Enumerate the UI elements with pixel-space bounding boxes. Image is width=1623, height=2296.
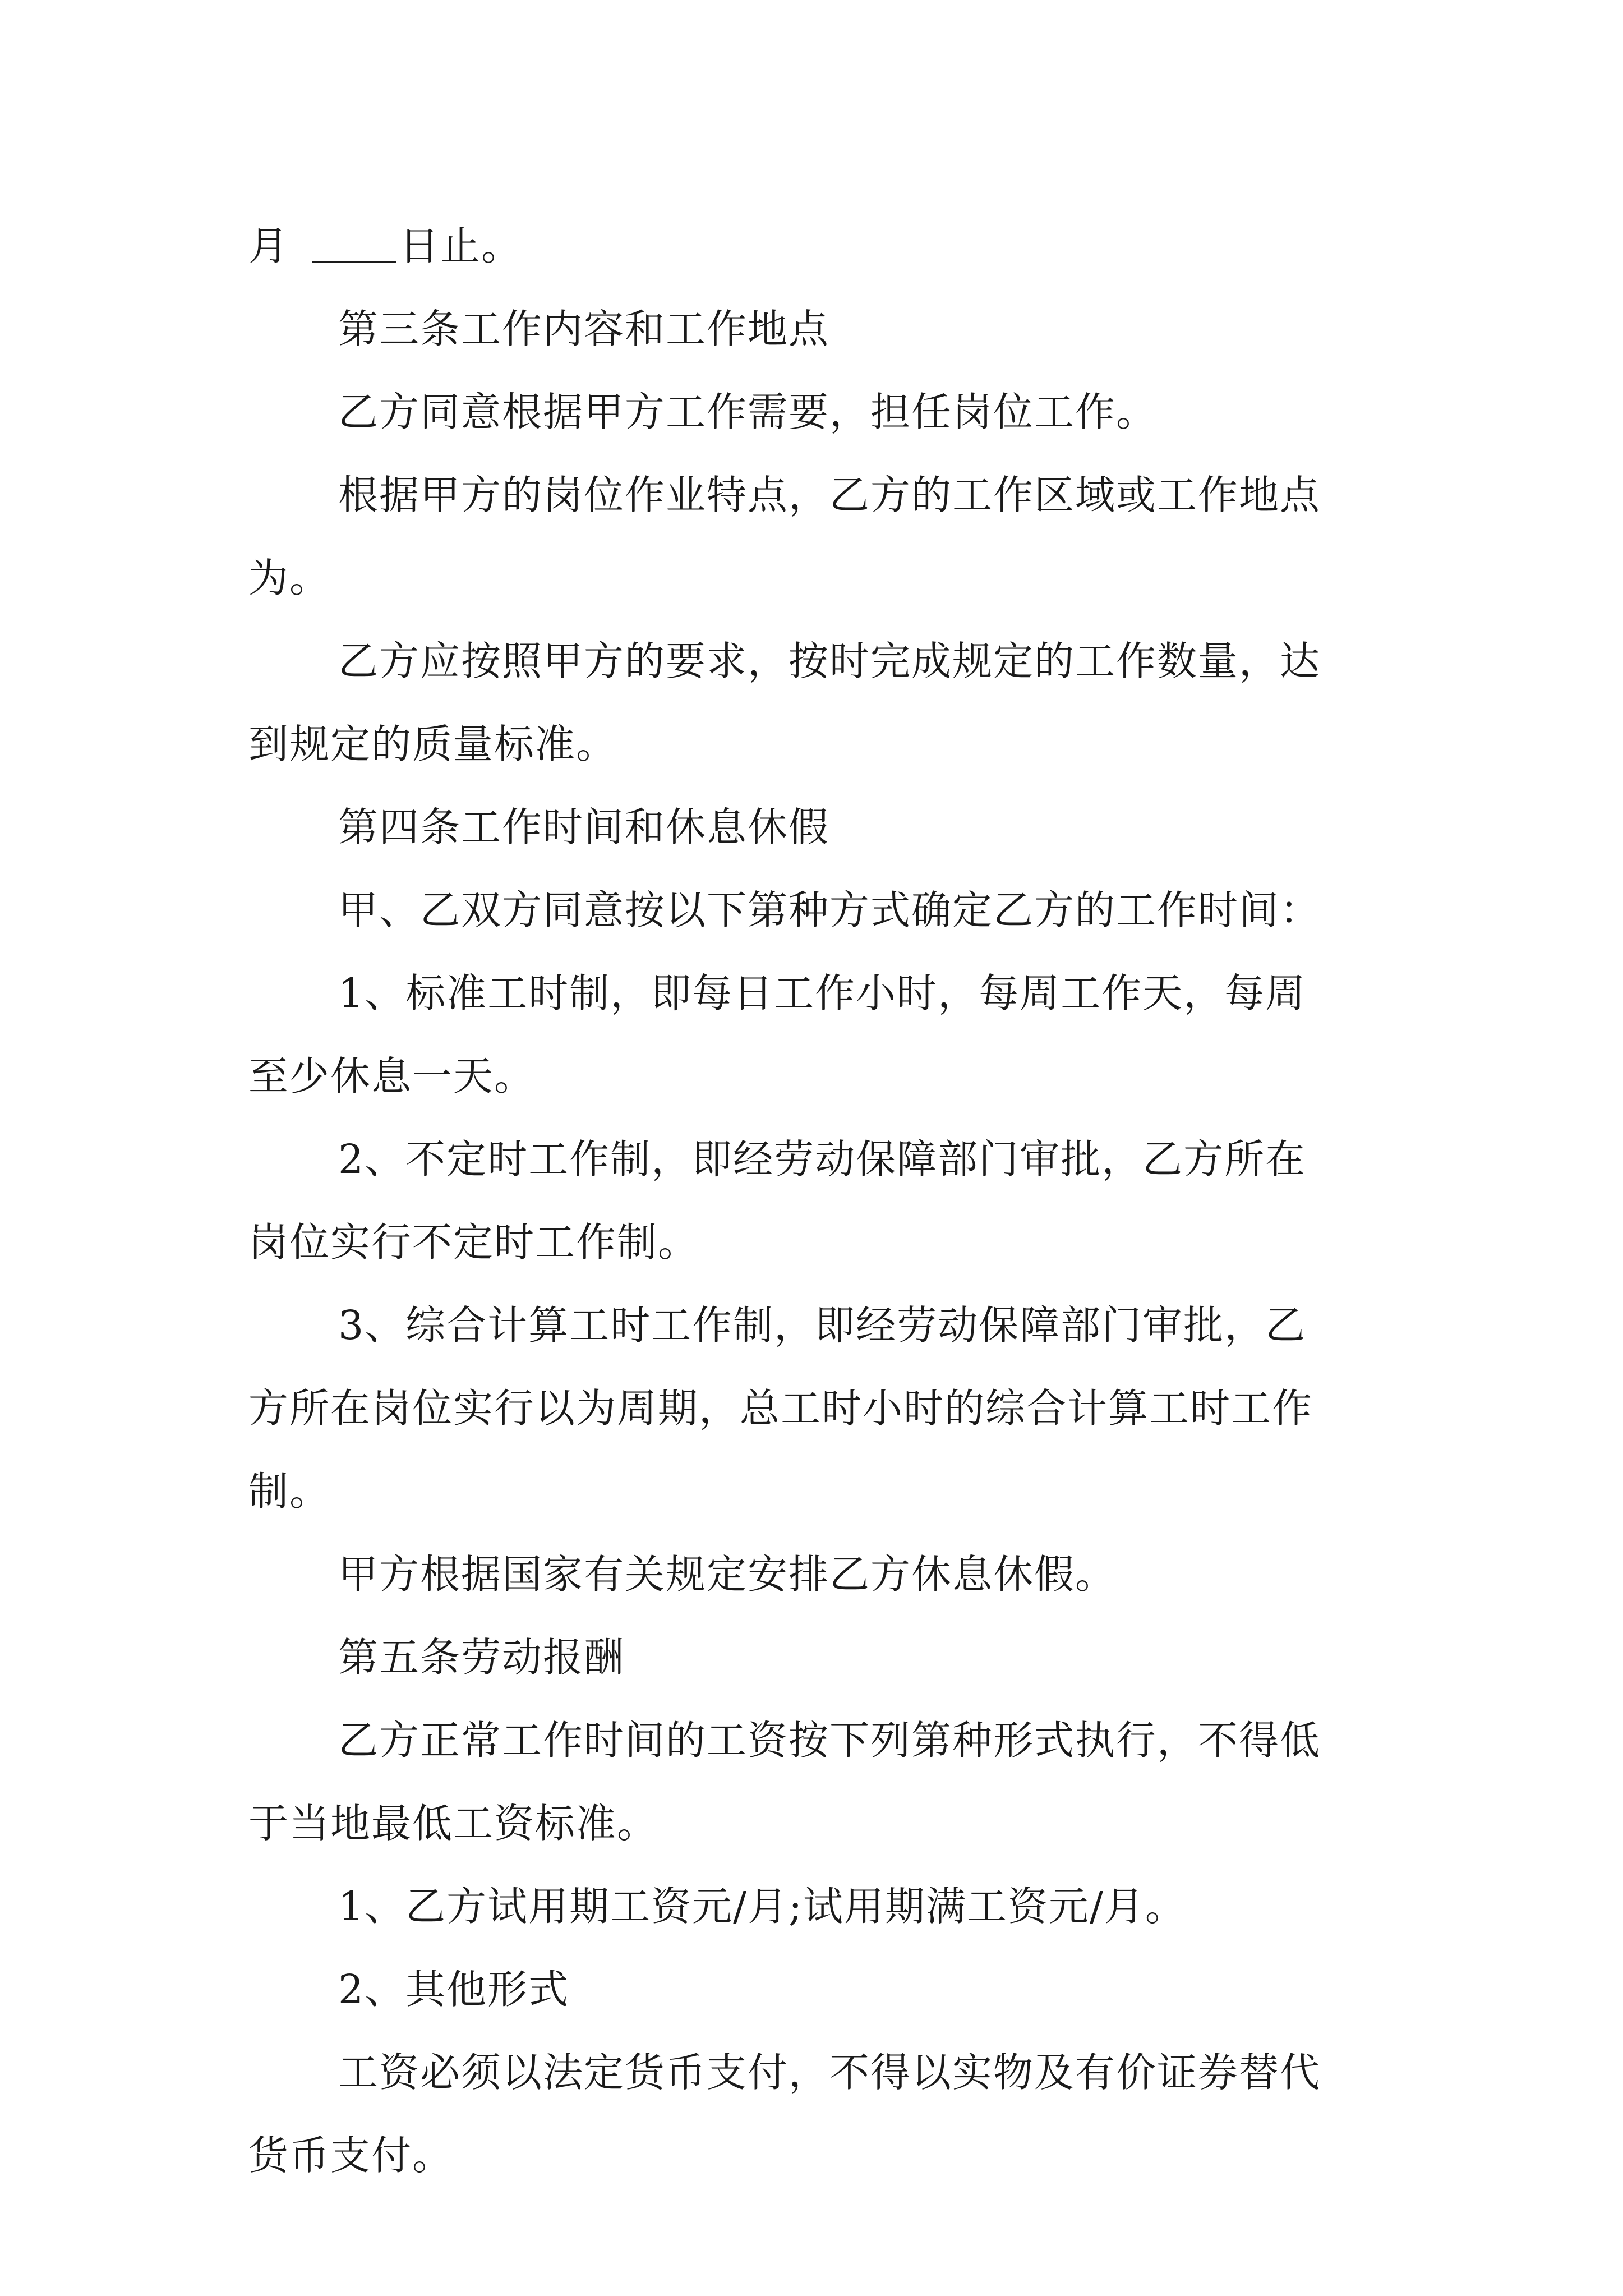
text-line: 货币支付。 — [248, 2132, 454, 2179]
text-line: 为。 — [248, 555, 331, 601]
text-line: 乙方应按照甲方的要求，按时完成规定的工作数量，达 — [338, 638, 1321, 684]
text-line: 方所在岗位实行以为周期，总工时小时的综合计算工时工作 — [248, 1385, 1313, 1432]
section-heading: 第三条工作内容和工作地点 — [338, 306, 830, 352]
text-line: 2、不定时工作制，即经劳动保障部门审批，乙方所在 — [338, 1136, 1307, 1182]
text-fragment: 日止。 — [399, 223, 523, 269]
text-line: 甲方根据国家有关规定安排乙方休息休假。 — [338, 1551, 1117, 1598]
text-line: 于当地最低工资标准。 — [248, 1800, 658, 1847]
text-line: 到规定的质量标准。 — [248, 721, 617, 767]
text-fragment: 月 — [248, 223, 290, 269]
text-line: 工资必须以法定货币支付，不得以实物及有价证券替代 — [338, 2049, 1321, 2096]
section-heading: 第五条劳动报酬 — [338, 1634, 625, 1681]
text-line — [248, 205, 1381, 288]
text-line: 甲、乙双方同意按以下第种方式确定乙方的工作时间： — [338, 887, 1321, 933]
section-heading: 第四条工作时间和休息休假 — [338, 804, 830, 850]
text-line: 乙方正常工作时间的工资按下列第种形式执行，不得低 — [338, 1717, 1321, 1764]
text-line: 至少休息一天。 — [248, 1053, 536, 1099]
text-line: 3、综合计算工时工作制，即经劳动保障部门审批，乙 — [338, 1302, 1307, 1349]
blank-underline — [312, 228, 396, 263]
document-body — [248, 205, 1381, 2197]
text-line: 根据甲方的岗位作业特点，乙方的工作区域或工作地点 — [338, 472, 1321, 518]
text-line: 岗位实行不定时工作制。 — [248, 1219, 699, 1266]
text-line: 1、标准工时制，即每日工作小时，每周工作天，每周 — [338, 970, 1307, 1016]
text-line: 1、乙方试用期工资元/月;试用期满工资元/月。 — [338, 1883, 1186, 1930]
text-line: 乙方同意根据甲方工作需要，担任岗位工作。 — [338, 389, 1158, 435]
text-line: 制。 — [248, 1468, 331, 1515]
text-line: 2、其他形式 — [338, 1966, 570, 2013]
